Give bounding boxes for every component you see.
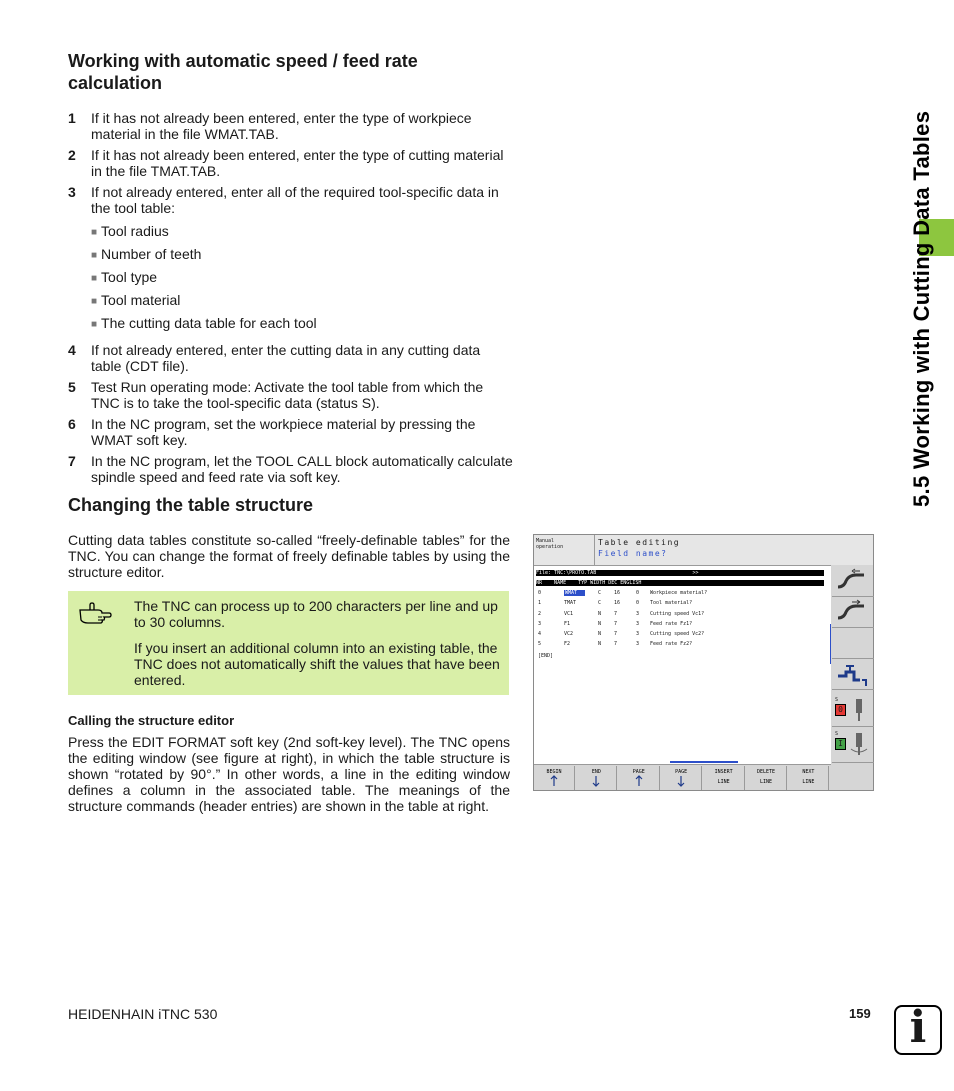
- step-text: If not already entered, enter all of the required tool-specific data in the tool table:: [91, 184, 499, 216]
- operating-mode-label: Manual operation: [536, 538, 564, 550]
- spindle-stop-softkey[interactable]: [832, 695, 874, 727]
- mode-panel: [534, 535, 595, 565]
- table-cell-name: F2: [564, 641, 571, 648]
- arrow-down-icon: [677, 775, 685, 787]
- note-box: [68, 591, 509, 695]
- footer-product-name: HEIDENHAIN iTNC 530: [68, 1006, 218, 1022]
- structure-editor-paragraph: Press the EDIT FORMAT soft key (2nd soft-key level). The TNC opens the editing window (see figure at right), in which the table structure is shown “rotated by 90°.” In other words, a line in the editing window defines a column in the associated table. The meanings of the structure commands (header entries) are shown in the table at right.: [68, 734, 510, 814]
- step-number: 7: [68, 453, 76, 469]
- step-number: 2: [68, 147, 76, 163]
- table-row[interactable]: [536, 611, 826, 621]
- file-path-bar: File: TNC:\PROTO.TAB >>: [536, 570, 824, 576]
- table-cell-typ: N: [598, 610, 602, 617]
- table-rows: [536, 590, 826, 652]
- arrow-up-icon: [550, 775, 558, 787]
- scroll-indicator[interactable]: [830, 624, 831, 664]
- table-arrow-right-icon: [832, 598, 872, 626]
- table-cell-width: 16: [614, 600, 621, 607]
- table-cell-english: Feed rate Fz2?: [650, 641, 693, 648]
- section-heading-table-structure: Changing the table structure: [68, 495, 314, 515]
- step-number: 5: [68, 379, 76, 395]
- table-cell-name: WMAT: [564, 590, 585, 596]
- table-cell-typ: C: [598, 590, 602, 596]
- table-cell-dec: 3: [636, 641, 640, 648]
- softkey-label-line2: LINE: [717, 779, 730, 785]
- softkey-label: DELETE: [756, 769, 776, 775]
- table-cell-nr: 2: [538, 610, 542, 617]
- spindle-on-indicator: I: [835, 738, 846, 750]
- s-label: S: [835, 697, 839, 703]
- softkey-label: PAGE: [632, 769, 645, 775]
- step-3: [68, 184, 513, 216]
- spindle-start-icon: [848, 731, 870, 757]
- chapter-side-tab: [897, 40, 954, 520]
- vertical-softkey-1[interactable]: [832, 567, 874, 597]
- table-cell-nr: 5: [538, 641, 542, 648]
- table-cell-dec: 0: [636, 600, 640, 607]
- arrow-up-icon: [635, 775, 643, 787]
- spindle-stop-icon: [848, 697, 870, 723]
- step-4: [68, 342, 513, 374]
- bullet-item: ■ Tool material: [91, 290, 513, 313]
- table-cell-english: Feed rate Fz1?: [650, 620, 693, 627]
- table-cell-nr: 1: [538, 600, 542, 607]
- table-area: [534, 565, 831, 765]
- table-cell-name: F1: [564, 620, 571, 627]
- spindle-start-softkey[interactable]: [832, 729, 874, 763]
- softkey-label-line2: LINE: [802, 779, 815, 785]
- table-row[interactable]: [536, 600, 826, 610]
- step-text: Test Run operating mode: Activate the tool table from which the TNC is to take the tool-specific data (status S).: [91, 379, 484, 411]
- table-cell-nr: 4: [538, 631, 542, 638]
- softkey-page-2[interactable]: [619, 766, 660, 790]
- table-arrow-left-icon: [832, 567, 872, 595]
- dialog-prompt: Field name?: [598, 549, 668, 558]
- step-text: If it has not already been entered, enter the type of workpiece material in the file WMAT.TAB.: [91, 110, 472, 142]
- tool-data-bullets: [91, 221, 513, 336]
- table-cell-dec: 3: [636, 610, 640, 617]
- step-1: [68, 110, 513, 142]
- section-heading-automatic-calculation: Working with automatic speed / feed rate calculation: [68, 51, 418, 93]
- table-cell-width: 16: [614, 590, 621, 596]
- table-cell-english: Cutting speed Vc1?: [650, 610, 705, 617]
- softkey-begin-0[interactable]: [534, 766, 575, 790]
- intro-paragraph: Cutting data tables constitute so-called “freely-definable tables” for the TNC. You can change the format of freely definable tables by using the structure editor.: [68, 532, 510, 580]
- vertical-softkey-2[interactable]: [832, 598, 874, 628]
- note-text-2: If you insert an additional column into an existing table, the TNC does not automatically shift the values that have been entered.: [134, 640, 500, 688]
- table-cell-dec: 0: [636, 590, 640, 596]
- table-cell-name: TMAT: [564, 600, 577, 607]
- step-2: [68, 147, 513, 179]
- table-cell-width: 7: [614, 610, 618, 617]
- bullet-item: ■ The cutting data table for each tool: [91, 313, 513, 336]
- step-number: 3: [68, 184, 76, 200]
- table-row[interactable]: [536, 590, 826, 600]
- table-cell-nr: 0: [538, 590, 542, 596]
- table-cell-name: VC2: [564, 631, 574, 638]
- softkey-label: PAGE: [675, 769, 688, 775]
- bullet-item: ■ Number of teeth: [91, 244, 513, 267]
- step-text: If not already entered, enter the cutting data in any cutting data table (CDT file).: [91, 342, 481, 374]
- vertical-softkey-3[interactable]: [832, 629, 874, 659]
- table-cell-width: 7: [614, 631, 618, 638]
- step-number: 1: [68, 110, 76, 126]
- table-cell-typ: N: [598, 631, 602, 638]
- step-text: In the NC program, set the workpiece material by pressing the WMAT soft key.: [91, 416, 476, 448]
- subheading-structure-editor: Calling the structure editor: [68, 713, 235, 728]
- softkey-label: INSERT: [714, 769, 733, 775]
- step-text: If it has not already been entered, enter the type of cutting material in the file TMAT.TAB.: [91, 147, 504, 179]
- table-cell-width: 7: [614, 641, 618, 648]
- table-cell-typ: N: [598, 641, 602, 648]
- softkey-page-3[interactable]: [661, 766, 702, 790]
- softkey-label-line2: LINE: [759, 779, 773, 785]
- softkey-label: NEXT: [802, 769, 815, 775]
- table-cell-english: Workpiece material?: [650, 590, 708, 596]
- screen-title: Table editing: [598, 538, 681, 547]
- spindle-off-indicator: 0: [835, 704, 846, 716]
- table-row[interactable]: [536, 641, 826, 651]
- table-cell-typ: C: [598, 600, 602, 607]
- chapter-side-tab-label: 5.5 Working with Cutting Data Tables: [909, 110, 934, 507]
- table-row[interactable]: [536, 621, 826, 631]
- table-cell-dec: 3: [636, 620, 640, 627]
- bullet-item: ■ Tool type: [91, 267, 513, 290]
- step-5: [68, 379, 513, 411]
- info-icon: i: [894, 1005, 942, 1055]
- softkey-label: END: [591, 769, 601, 775]
- table-cell-nr: 3: [538, 620, 542, 627]
- softkey-level-indicator: [670, 761, 738, 763]
- step-number: 4: [68, 342, 76, 358]
- table-cell-width: 7: [614, 620, 618, 627]
- softkey-insert-line-4[interactable]: [704, 766, 745, 790]
- table-row[interactable]: [536, 631, 826, 641]
- table-cell-typ: N: [598, 620, 602, 627]
- softkey-next-line-6[interactable]: [788, 766, 829, 790]
- table-cell-name: VC1: [564, 610, 574, 617]
- step-7: [68, 453, 513, 485]
- steps-list: [68, 110, 513, 485]
- table-cell-english: Tool material?: [650, 600, 693, 607]
- vertical-softkey-4[interactable]: [832, 660, 874, 690]
- s-label: S: [835, 731, 839, 737]
- page-number: 159: [849, 1006, 871, 1021]
- bullet-item: ■ Tool radius: [91, 221, 513, 244]
- softkey-label: BEGIN: [546, 769, 562, 775]
- pointing-hand-icon: [78, 601, 112, 625]
- note-text-1: The TNC can process up to 200 characters per line and up to 30 columns.: [134, 598, 498, 630]
- step-text: In the NC program, let the TOOL CALL block automatically calculate spindle speed and feed rate via soft key.: [91, 453, 513, 485]
- softkey-end-1[interactable]: [576, 766, 617, 790]
- arrow-down-icon: [592, 775, 600, 787]
- table-cell-english: Cutting speed Vc2?: [650, 631, 705, 638]
- column-header-bar: NR NAME TYP WIDTH DEC ENGLISH: [536, 580, 824, 586]
- table-cell-dec: 3: [636, 631, 640, 638]
- softkey-delete-line-5[interactable]: [746, 766, 787, 790]
- tnc-screen: [533, 534, 874, 791]
- program-mode-panel: [595, 535, 873, 565]
- step-number: 6: [68, 416, 76, 432]
- end-marker: [END]: [538, 653, 554, 659]
- coolant-tap-icon: [832, 660, 872, 688]
- step-6: [68, 416, 513, 448]
